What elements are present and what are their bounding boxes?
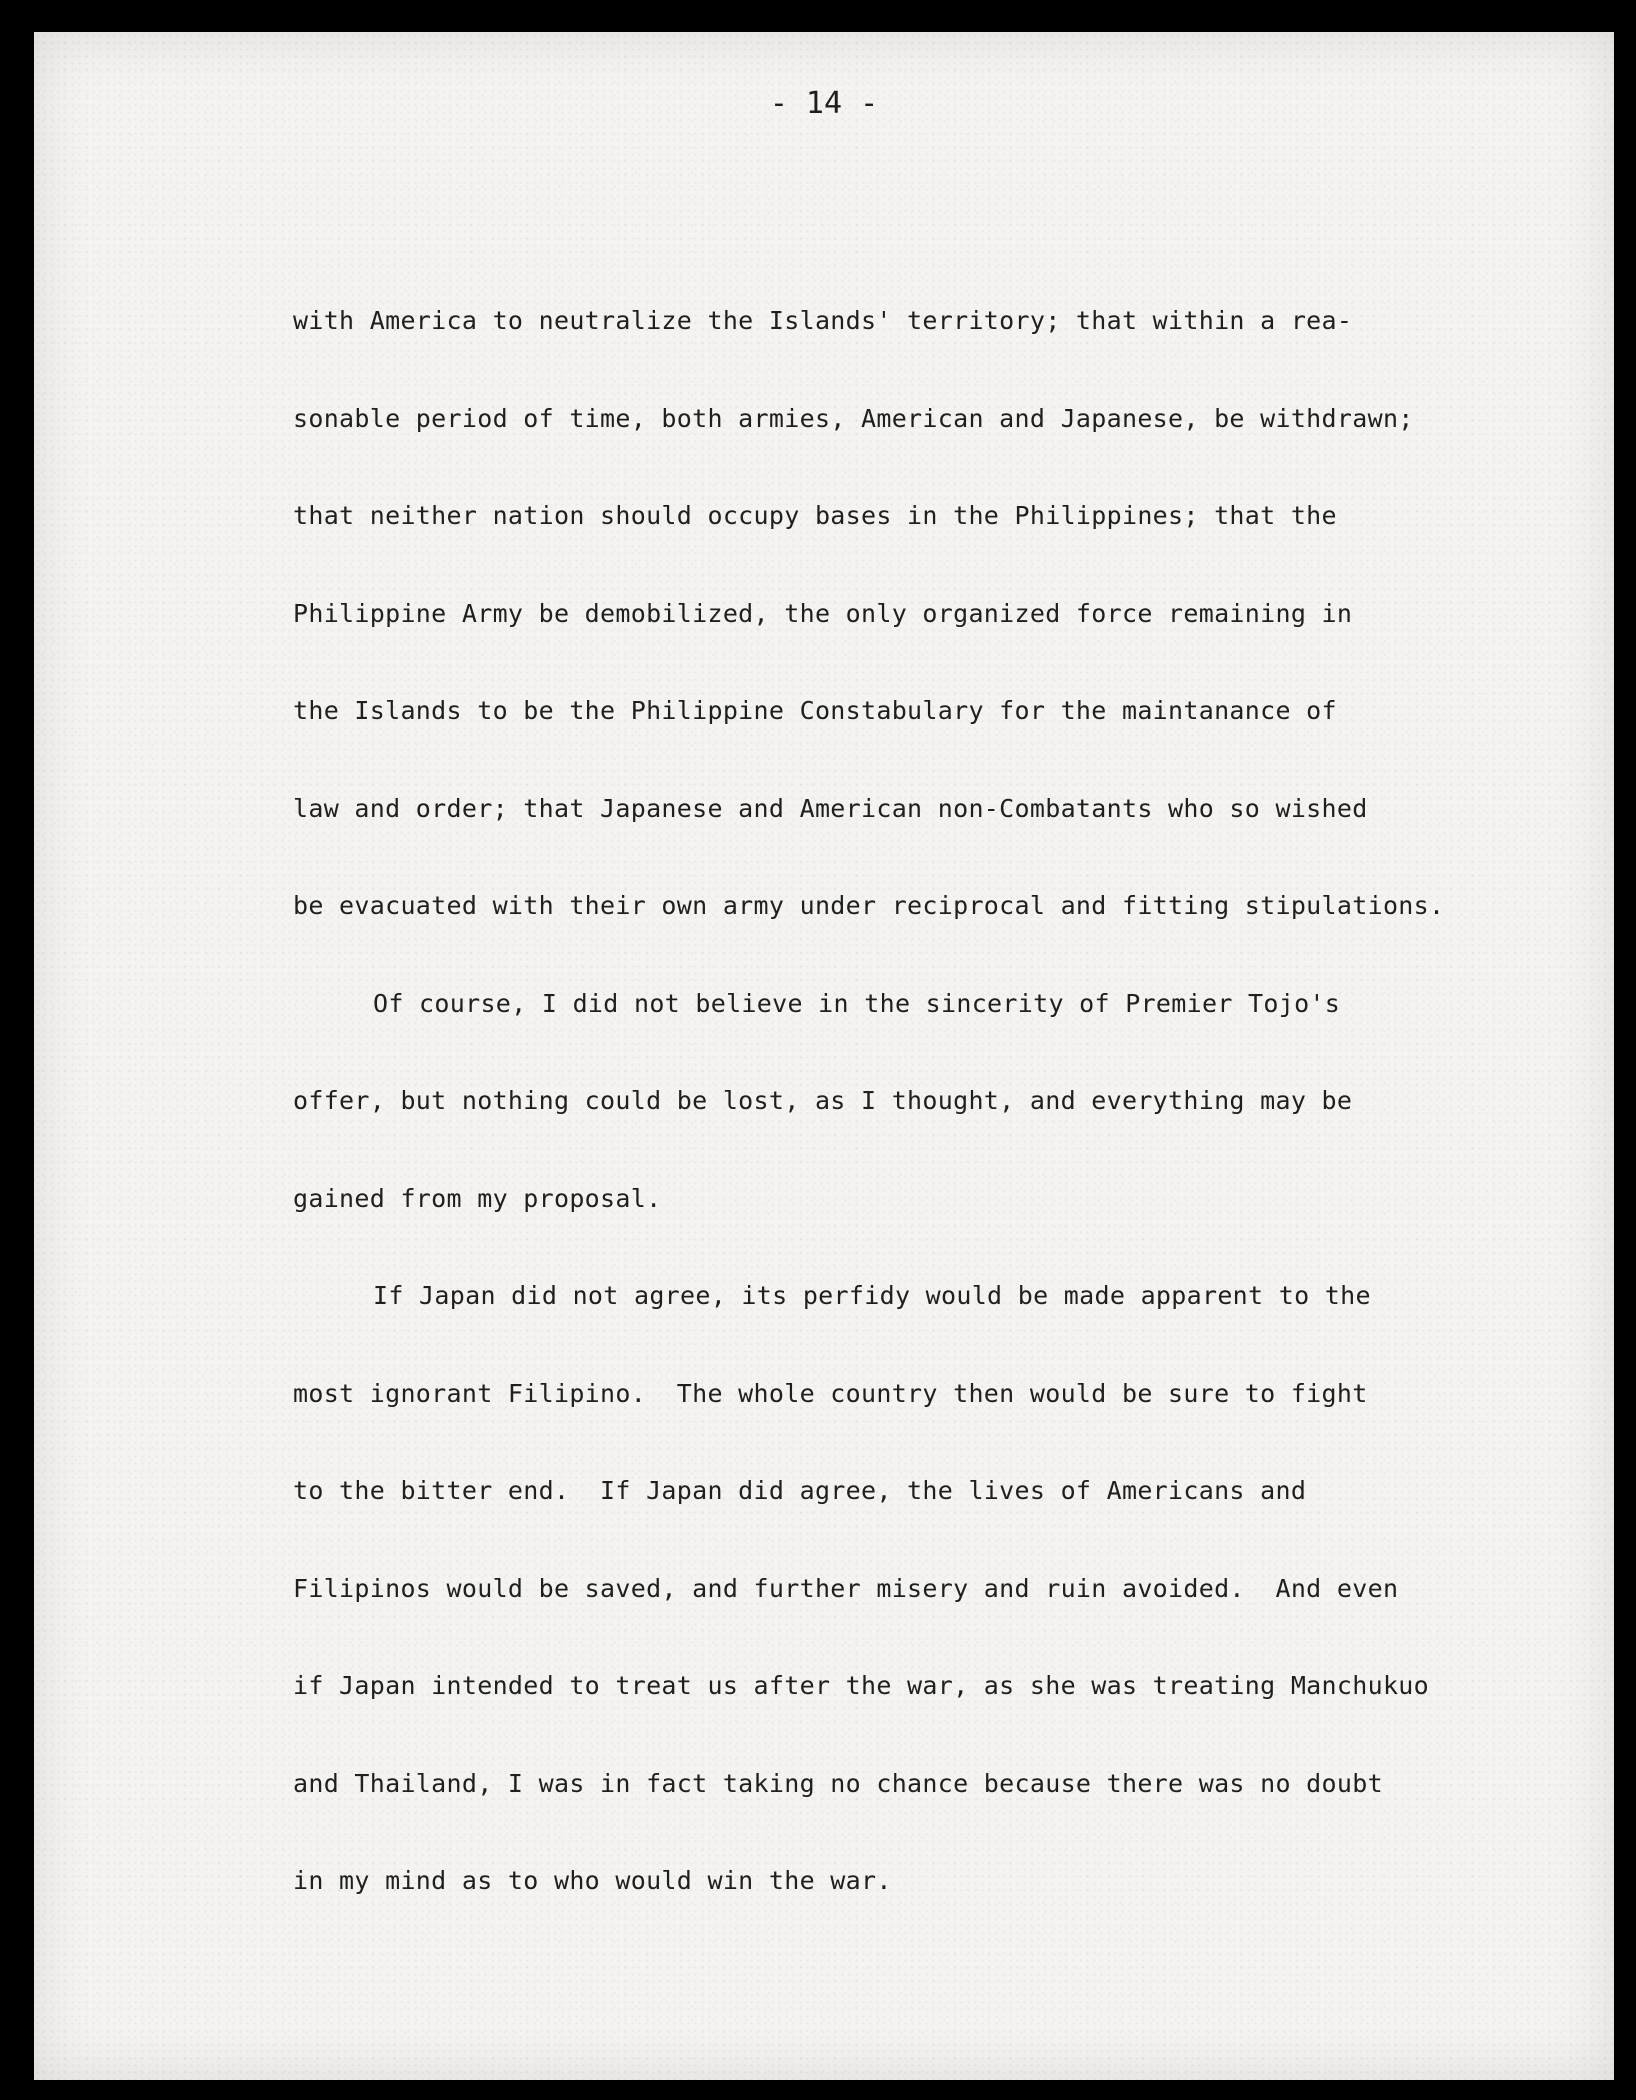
text-line: Filipinos would be saved, and further misery and ruin avoided. And even xyxy=(293,1573,1399,1603)
text-line: most ignorant Filipino. The whole country then would be sure to fight xyxy=(293,1378,1368,1408)
text-line: with America to neutralize the Islands' territory; that within a rea- xyxy=(293,306,1353,335)
paragraph-first-line: If Japan did not agree, its perfidy would be made apparent to the xyxy=(373,1281,1371,1310)
paragraph-first-line: Of course, I did not believe in the sincerity of Premier Tojo's xyxy=(373,988,1341,1018)
text-line: in my mind as to who would win the war. xyxy=(293,1866,892,1895)
body-text xyxy=(293,272,1593,1930)
text-line: and Thailand, I was in fact taking no chance because there was no doubt xyxy=(293,1768,1383,1798)
text-line: to the bitter end. If Japan did agree, the lives of Americans and xyxy=(293,1476,1307,1505)
text-line: sonable period of time, both armies, American and Japanese, be withdrawn; xyxy=(293,403,1414,433)
page-number: - 14 - xyxy=(769,86,879,121)
document-page xyxy=(34,32,1614,2080)
text-line: the Islands to be the Philippine Constabulary for the maintanance of xyxy=(293,696,1337,725)
text-line: Philippine Army be demobilized, the only organized force remaining in xyxy=(293,598,1353,628)
text-line: if Japan intended to treat us after the war, as she was treating Manchukuo xyxy=(293,1671,1429,1700)
text-line: be evacuated with their own army under reciprocal and fitting stipulations. xyxy=(293,891,1445,920)
text-line: law and order; that Japanese and American non-Combatants who so wished xyxy=(293,793,1368,823)
text-line: that neither nation should occupy bases in the Philippines; that the xyxy=(293,501,1337,530)
text-line: gained from my proposal. xyxy=(293,1183,662,1213)
text-line: offer, but nothing could be lost, as I thought, and everything may be xyxy=(293,1086,1353,1115)
